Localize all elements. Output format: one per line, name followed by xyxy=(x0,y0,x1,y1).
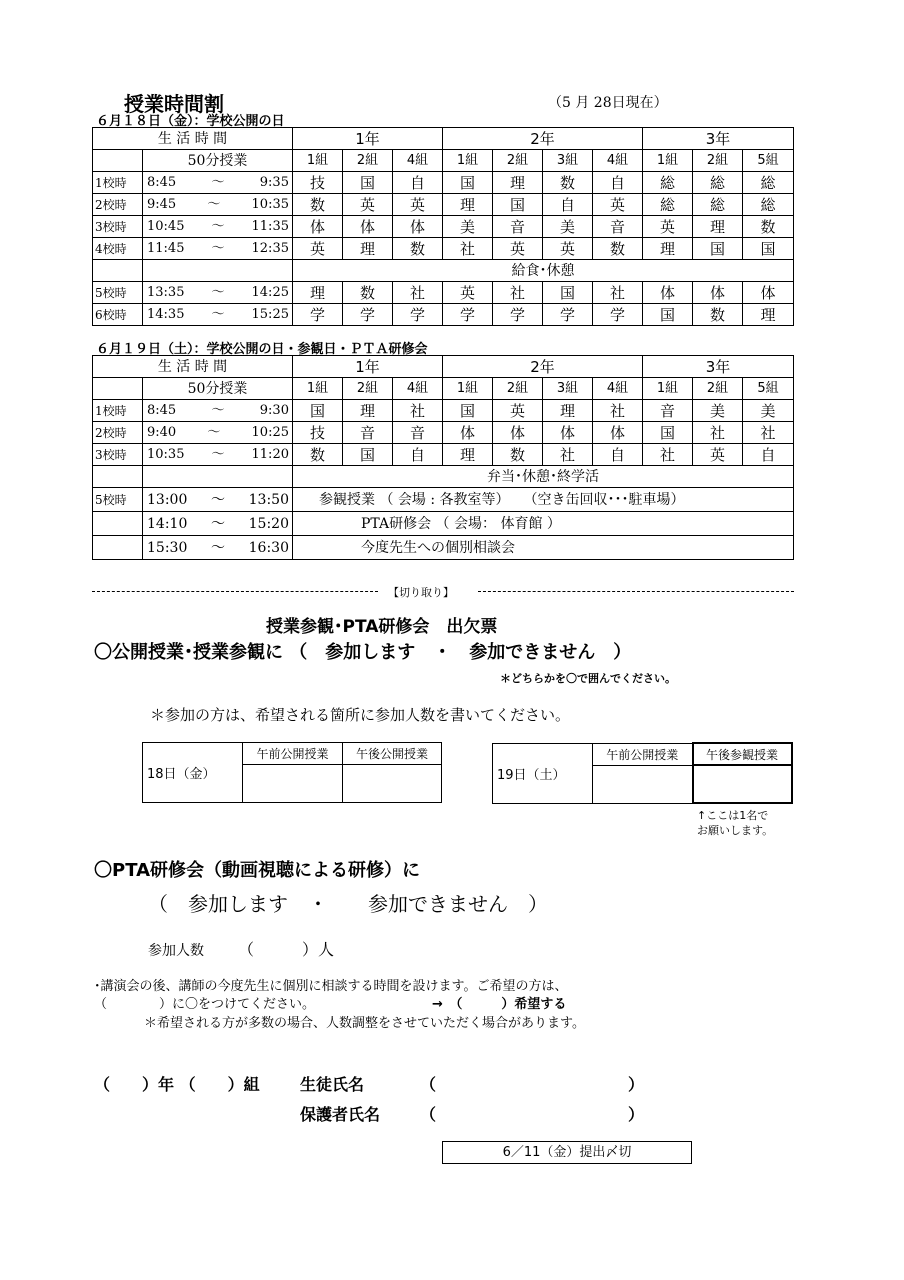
period-label: 2校時 xyxy=(93,422,143,444)
subject-cell: 英 xyxy=(593,194,643,216)
subject-cell: 国 xyxy=(543,282,593,304)
subject-cell: 国 xyxy=(643,304,693,326)
subject-cell: 数 xyxy=(743,216,794,238)
col-header: 午後参観授業 xyxy=(693,743,792,765)
subject-cell: 自 xyxy=(593,444,643,466)
q1-note: ＊どちらかを〇で囲んでください。 xyxy=(500,672,676,685)
time-end: 11:20 xyxy=(251,446,289,462)
subject-cell: 体 xyxy=(343,216,393,238)
lunch-row: 弁当･休憩･終学活 xyxy=(293,466,794,488)
subject-cell: 国 xyxy=(443,400,493,422)
period-row xyxy=(93,216,794,238)
subject-cell: 社 xyxy=(543,444,593,466)
cut-line-right xyxy=(478,591,794,592)
time-end: 15:25 xyxy=(251,306,289,322)
period-row xyxy=(93,194,794,216)
day2-timetable xyxy=(92,355,794,560)
subject-cell: 体 xyxy=(593,422,643,444)
subject-cell: 理 xyxy=(693,216,743,238)
subject-cell: 数 xyxy=(543,172,593,194)
day19-label: 19日（土） xyxy=(493,743,593,803)
subject-cell: 学 xyxy=(493,304,543,326)
consult-note: ＊希望される方が多数の場合、人数調整をさせていただく場合があります。 xyxy=(144,1016,585,1031)
time-end: 10:25 xyxy=(251,424,289,440)
subject-cell: 国 xyxy=(743,238,794,260)
subject-cell: 数 xyxy=(343,282,393,304)
time-range xyxy=(143,172,293,194)
subject-cell: 自 xyxy=(593,172,643,194)
subject-cell: 英 xyxy=(693,444,743,466)
subject-cell: 数 xyxy=(293,194,343,216)
subject-cell: 国 xyxy=(493,194,543,216)
guardian-name-label: 保護者氏名 xyxy=(300,1105,381,1124)
year-header: 3年 xyxy=(643,356,794,378)
subject-cell: 理 xyxy=(343,238,393,260)
time-range xyxy=(143,422,293,444)
subject-cell: 国 xyxy=(343,444,393,466)
subject-cell: 学 xyxy=(443,304,493,326)
subject-cell: 美 xyxy=(693,400,743,422)
time-start: 10:45 xyxy=(147,218,185,234)
q2-pta: 〇PTA研修会（動画視聴による研修）に xyxy=(94,860,421,881)
subject-cell: 体 xyxy=(693,282,743,304)
year-header: 1年 xyxy=(293,356,443,378)
as-of-date: （5 月 28日現在） xyxy=(548,95,668,111)
period-label: 3校時 xyxy=(93,216,143,238)
tilde: ～ xyxy=(211,402,225,418)
observation-count-field[interactable] xyxy=(693,765,792,803)
subject-cell: 音 xyxy=(643,400,693,422)
subject-cell: 英 xyxy=(643,216,693,238)
subject-cell: 数 xyxy=(393,238,443,260)
period-row xyxy=(93,400,794,422)
subject-cell: 社 xyxy=(393,282,443,304)
time-end: 10:35 xyxy=(251,196,289,212)
subject-cell: 体 xyxy=(393,216,443,238)
tilde: ～ xyxy=(211,174,225,190)
period-label: 4校時 xyxy=(93,238,143,260)
subject-cell: 美 xyxy=(743,400,794,422)
subject-cell: 数 xyxy=(293,444,343,466)
subject-cell: 英 xyxy=(493,238,543,260)
day19-attendance-table xyxy=(492,742,793,804)
class-header: 2組 xyxy=(493,150,543,172)
subject-cell: 総 xyxy=(643,172,693,194)
event-end: 15:20 xyxy=(248,515,289,532)
period-label: 3校時 xyxy=(93,444,143,466)
subject-cell: 社 xyxy=(593,400,643,422)
col-header: 午前公開授業 xyxy=(243,743,343,765)
grade-class-field[interactable]: （ ）年 （ ）組 xyxy=(94,1075,260,1094)
time-range xyxy=(143,444,293,466)
format-label: 50分授業 xyxy=(143,378,293,400)
tilde: ～ xyxy=(211,284,225,300)
subject-cell: 数 xyxy=(493,444,543,466)
consult-paren[interactable]: （ ）に〇をつけてください。 xyxy=(94,997,316,1012)
event-row: 参観授業 （ 会場 : 各教室等） （空き缶回収･･･駐車場） xyxy=(293,488,794,512)
event-start: 14:10 xyxy=(147,515,188,532)
form-title: 授業参観･PTA研修会 出欠票 xyxy=(266,617,498,637)
subject-cell: 理 xyxy=(543,400,593,422)
subject-cell: 学 xyxy=(293,304,343,326)
subject-cell: 自 xyxy=(393,444,443,466)
subject-cell: 英 xyxy=(343,194,393,216)
subject-cell: 技 xyxy=(293,422,343,444)
subject-cell: 英 xyxy=(393,194,443,216)
subject-cell: 体 xyxy=(443,422,493,444)
day18-label: 18日（金） xyxy=(143,743,243,803)
subject-cell: 社 xyxy=(393,400,443,422)
subject-cell: 英 xyxy=(543,238,593,260)
time-start: 13:35 xyxy=(147,284,185,300)
class-header: 3組 xyxy=(543,378,593,400)
class-header: 1組 xyxy=(293,378,343,400)
period-label: 5校時 xyxy=(93,488,143,512)
period-row xyxy=(93,172,794,194)
cut-line-left xyxy=(92,591,378,592)
event-end: 16:30 xyxy=(248,539,289,556)
class-header: 1組 xyxy=(443,150,493,172)
day19-note: お願いします。 xyxy=(697,824,774,837)
time-range xyxy=(143,304,293,326)
subject-cell: 技 xyxy=(293,172,343,194)
subject-cell: 社 xyxy=(693,422,743,444)
class-header: 4組 xyxy=(593,150,643,172)
subject-cell: 美 xyxy=(543,216,593,238)
class-header: 3組 xyxy=(543,150,593,172)
subject-cell: 理 xyxy=(493,172,543,194)
subject-cell: 学 xyxy=(543,304,593,326)
life-time-header: 生 活 時 間 xyxy=(93,128,293,150)
subject-cell: 自 xyxy=(543,194,593,216)
subject-cell: 英 xyxy=(293,238,343,260)
pm-count-field[interactable] xyxy=(343,765,442,803)
period-label: 1校時 xyxy=(93,172,143,194)
subject-cell: 理 xyxy=(643,238,693,260)
period-label: 6校時 xyxy=(93,304,143,326)
subject-cell: 理 xyxy=(343,400,393,422)
subject-cell: 総 xyxy=(693,194,743,216)
period-row xyxy=(93,238,794,260)
time-end: 12:35 xyxy=(251,240,289,256)
subject-cell: 理 xyxy=(293,282,343,304)
tilde: ～ xyxy=(211,491,225,508)
subject-cell: 音 xyxy=(593,216,643,238)
cut-label: 【切り取り】 xyxy=(388,586,454,599)
count-field[interactable]: （ ）人 xyxy=(238,940,335,959)
period-label: 2校時 xyxy=(93,194,143,216)
event-row: 今度先生への個別相談会 xyxy=(293,536,794,560)
subject-cell: 数 xyxy=(593,238,643,260)
consult-arrow[interactable]: → （ ）希望する xyxy=(432,997,567,1012)
student-name-label: 生徒氏名 xyxy=(300,1075,365,1094)
class-header: 2組 xyxy=(343,150,393,172)
subject-cell: 自 xyxy=(393,172,443,194)
tilde: ～ xyxy=(211,306,225,322)
period-label: 1校時 xyxy=(93,400,143,422)
class-header: 1組 xyxy=(293,150,343,172)
subject-cell: 総 xyxy=(743,194,794,216)
subject-cell: 英 xyxy=(443,282,493,304)
subject-cell: 国 xyxy=(293,400,343,422)
class-header: 1組 xyxy=(643,150,693,172)
class-header: 5組 xyxy=(743,150,794,172)
subject-cell: 学 xyxy=(593,304,643,326)
time-start: 8:45 xyxy=(147,402,177,418)
subject-cell: 国 xyxy=(443,172,493,194)
subject-cell: 社 xyxy=(443,238,493,260)
subject-cell: 国 xyxy=(693,238,743,260)
period-label: 5校時 xyxy=(93,282,143,304)
subject-cell: 体 xyxy=(643,282,693,304)
period-row xyxy=(93,282,794,304)
day18-attendance-table xyxy=(142,742,442,803)
day19-note: ↑ここは1名で xyxy=(697,809,769,822)
subject-cell: 社 xyxy=(643,444,693,466)
time-start: 9:45 xyxy=(147,196,177,212)
deadline-box xyxy=(442,1141,692,1164)
event-start: 13:00 xyxy=(147,491,188,508)
lunch-row: 給食･休憩 xyxy=(293,260,794,282)
student-name-field[interactable]: （ ） xyxy=(420,1075,645,1094)
subject-cell: 自 xyxy=(743,444,794,466)
year-header: 2年 xyxy=(443,128,643,150)
year-header: 1年 xyxy=(293,128,443,150)
day1-timetable xyxy=(92,127,794,326)
subject-cell: 数 xyxy=(693,304,743,326)
time-range xyxy=(143,238,293,260)
subject-cell: 総 xyxy=(693,172,743,194)
time-end: 9:35 xyxy=(259,174,289,190)
class-header: 2組 xyxy=(693,378,743,400)
subject-cell: 学 xyxy=(393,304,443,326)
year-header: 3年 xyxy=(643,128,794,150)
time-start: 9:40 xyxy=(147,424,177,440)
time-start: 14:35 xyxy=(147,306,185,322)
class-header: 5組 xyxy=(743,378,794,400)
time-range xyxy=(143,216,293,238)
subject-cell: 社 xyxy=(743,422,794,444)
am-count-field[interactable] xyxy=(593,765,693,803)
am-count-field[interactable] xyxy=(243,765,343,803)
subject-cell: 社 xyxy=(593,282,643,304)
subject-cell: 理 xyxy=(443,444,493,466)
tilde: ～ xyxy=(207,424,221,440)
time-start: 8:45 xyxy=(147,174,177,190)
subject-cell: 学 xyxy=(343,304,393,326)
class-header: 2組 xyxy=(343,378,393,400)
time-range xyxy=(143,400,293,422)
tilde: ～ xyxy=(211,539,225,556)
consult-text: ･講演会の後、講師の今度先生に個別に相談する時間を設けます。ご希望の方は、 xyxy=(94,979,568,994)
subject-cell: 体 xyxy=(543,422,593,444)
class-header: 2組 xyxy=(693,150,743,172)
tilde: ～ xyxy=(211,446,225,462)
subject-cell: 理 xyxy=(743,304,794,326)
subject-cell: 社 xyxy=(493,282,543,304)
doc-title: 授業時間割 xyxy=(124,92,224,116)
period-row xyxy=(93,422,794,444)
subject-cell: 美 xyxy=(443,216,493,238)
count-label: 参加人数 xyxy=(148,943,204,959)
event-start: 15:30 xyxy=(147,539,188,556)
subject-cell: 体 xyxy=(493,422,543,444)
tilde: ～ xyxy=(211,515,225,532)
subject-cell: 音 xyxy=(493,216,543,238)
class-header: 1組 xyxy=(643,378,693,400)
time-end: 11:35 xyxy=(251,218,289,234)
q1-open-class: 〇公開授業･授業参観に （ 参加します ・ 参加できません ） xyxy=(94,642,632,663)
day2-heading: ６月１９日（土）：学校公開の日・参観日・ＰＴＡ研修会 xyxy=(96,342,428,357)
period-row xyxy=(93,444,794,466)
class-header: 1組 xyxy=(443,378,493,400)
q1-instruction: ＊参加の方は、希望される箇所に参加人数を書いてください。 xyxy=(150,706,571,724)
deadline-text: 6／11（金）提出〆切 xyxy=(502,1145,632,1160)
time-range xyxy=(143,282,293,304)
subject-cell: 英 xyxy=(493,400,543,422)
subject-cell: 音 xyxy=(343,422,393,444)
time-end: 14:25 xyxy=(251,284,289,300)
class-header: 2組 xyxy=(493,378,543,400)
time-end: 9:30 xyxy=(259,402,289,418)
day1-heading: ６月１８日（金）：学校公開の日 xyxy=(96,114,285,129)
class-header: 4組 xyxy=(393,378,443,400)
col-header: 午前公開授業 xyxy=(593,743,693,765)
year-header: 2年 xyxy=(443,356,643,378)
subject-cell: 理 xyxy=(443,194,493,216)
tilde: ～ xyxy=(207,196,221,212)
time-start: 11:45 xyxy=(147,240,185,256)
event-row: PTA研修会 （ 会場： 体育館 ） xyxy=(293,512,794,536)
guardian-name-field[interactable]: （ ） xyxy=(420,1105,645,1124)
subject-cell: 体 xyxy=(743,282,794,304)
time-range xyxy=(143,194,293,216)
subject-cell: 総 xyxy=(743,172,794,194)
tilde: ～ xyxy=(211,240,225,256)
subject-cell: 国 xyxy=(343,172,393,194)
class-header: 4組 xyxy=(593,378,643,400)
subject-cell: 音 xyxy=(393,422,443,444)
format-label: 50分授業 xyxy=(143,150,293,172)
q2-choice: （ 参加します ・ 参加できません ） xyxy=(148,892,548,916)
subject-cell: 体 xyxy=(293,216,343,238)
class-header: 4組 xyxy=(393,150,443,172)
subject-cell: 国 xyxy=(643,422,693,444)
event-end: 13:50 xyxy=(248,491,289,508)
period-row xyxy=(93,304,794,326)
time-start: 10:35 xyxy=(147,446,185,462)
life-time-header: 生 活 時 間 xyxy=(93,356,293,378)
subject-cell: 総 xyxy=(643,194,693,216)
tilde: ～ xyxy=(211,218,225,234)
col-header: 午後公開授業 xyxy=(343,743,442,765)
